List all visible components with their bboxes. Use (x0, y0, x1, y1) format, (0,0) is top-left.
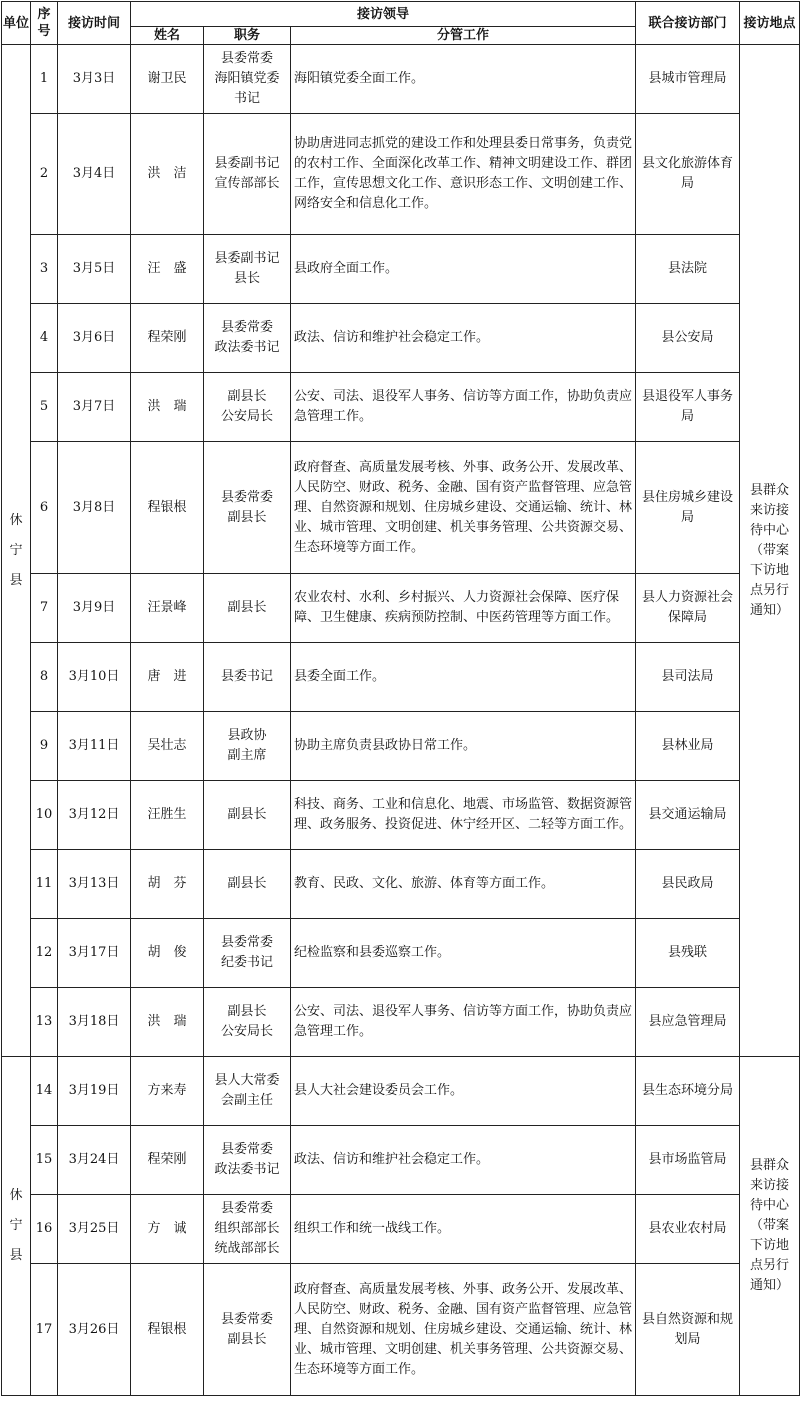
unit-label: 休 宁 县 (9, 512, 23, 588)
table-row (2, 442, 800, 574)
row-number: 16 (31, 1195, 58, 1264)
work-scope: 农业农村、水利、乡村振兴、人力资源社会保障、医疗保障、卫生健康、疾病预防控制、中医药管理等方面工作。 (291, 574, 636, 643)
table-row (2, 1057, 800, 1126)
joint-department: 县残联 (636, 919, 740, 988)
row-number: 4 (31, 304, 58, 373)
leader-duty (204, 919, 291, 988)
table-row (2, 373, 800, 442)
duty-line: 县委常委 (220, 1201, 273, 1216)
unit-label: 休 宁 县 (9, 1188, 23, 1263)
work-scope: 海阳镇党委全面工作。 (291, 45, 636, 114)
table-row (2, 1195, 800, 1264)
leader-name: 洪 瑞 (131, 988, 204, 1057)
duty-line: 县委常委 (220, 935, 273, 950)
header-unit: 单位 (2, 2, 31, 45)
duty-line: 县委常委 (220, 489, 273, 505)
work-scope: 协助唐进同志抓党的建设工作和处理县委日常事务，负责党的农村工作、全面深化改革工作、精神文明建设工作、群团工作，宣传思想文化工作、意识形态工作、文明创建工作、网络安全和信息化工作。 (291, 114, 636, 235)
joint-department: 县公安局 (636, 304, 740, 373)
joint-department: 县城市管理局 (636, 45, 740, 114)
joint-department: 县交通运输局 (636, 781, 740, 850)
visit-place: 县群众 来访接 待中心 （带案 下访地 点另行 通知） (750, 1158, 790, 1293)
table-row (2, 850, 800, 919)
leader-name: 方来寿 (131, 1057, 204, 1126)
work-scope: 纪检监察和县委巡察工作。 (291, 919, 636, 988)
duty-line: 政法委书记 (214, 1162, 280, 1177)
row-number: 17 (31, 1264, 58, 1396)
visit-date: 3月18日 (58, 988, 131, 1057)
visit-date: 3月17日 (58, 919, 131, 988)
leader-duty (204, 45, 291, 114)
duty-line: 统战部部长 (214, 1241, 280, 1256)
leader-name: 汪 盛 (131, 235, 204, 304)
header-work: 分管工作 (291, 27, 636, 45)
visit-place-cell (740, 45, 800, 1057)
visit-date: 3月7日 (58, 373, 131, 442)
joint-department: 县自然资源和规划局 (636, 1264, 740, 1396)
work-scope: 协助主席负责县政协日常工作。 (291, 712, 636, 781)
work-scope: 组织工作和统一战线工作。 (291, 1195, 636, 1264)
leader-duty (204, 574, 291, 643)
duty-line: 县政协 (227, 728, 267, 743)
duty-line: 纪委书记 (220, 955, 273, 970)
row-number: 13 (31, 988, 58, 1057)
work-scope: 公安、司法、退役军人事务、信访等方面工作，协助负责应急管理工作。 (291, 988, 636, 1057)
leader-duty (204, 1195, 291, 1264)
duty-line: 县委常委 (220, 51, 273, 66)
table-row (2, 919, 800, 988)
row-number: 2 (31, 114, 58, 235)
table-row (2, 781, 800, 850)
duty-line: 副县长 (227, 807, 267, 822)
visit-date: 3月13日 (58, 850, 131, 919)
leader-name: 汪景峰 (131, 574, 204, 643)
table-row (2, 114, 800, 235)
leader-duty (204, 442, 291, 574)
leader-duty (204, 712, 291, 781)
joint-department: 县住房城乡建设局 (636, 442, 740, 574)
row-number: 10 (31, 781, 58, 850)
row-number: 1 (31, 45, 58, 114)
header-dept: 联合接访部门 (636, 2, 740, 45)
leader-name: 程荣刚 (131, 304, 204, 373)
work-scope: 政法、信访和维护社会稳定工作。 (291, 1126, 636, 1195)
leader-name: 洪 洁 (131, 114, 204, 235)
row-number: 9 (31, 712, 58, 781)
leader-duty (204, 1126, 291, 1195)
header-duty: 职务 (204, 27, 291, 45)
visit-place-cell (740, 1057, 800, 1396)
leader-duty (204, 235, 291, 304)
duty-line: 副县长 (227, 1004, 267, 1019)
leader-duty (204, 304, 291, 373)
row-number: 15 (31, 1126, 58, 1195)
work-scope: 县政府全面工作。 (291, 235, 636, 304)
duty-line: 县委常委 (220, 1311, 273, 1327)
unit-cell (2, 45, 31, 1057)
schedule-body (2, 45, 800, 1396)
duty-line: 县委副书记 (214, 251, 280, 266)
row-number: 11 (31, 850, 58, 919)
work-scope: 政府督查、高质量发展考核、外事、政务公开、发展改革、人民防空、财政、税务、金融、国有资产监督管理、应急管理、自然资源和规划、住房城乡建设、交通运输、统计、林业、城市管理、文明创建、机关事务管理、公共资源交易、生态环境等方面工作。 (291, 1264, 636, 1396)
table-row (2, 574, 800, 643)
duty-line: 县委常委 (220, 320, 273, 335)
visit-date: 3月9日 (58, 574, 131, 643)
joint-department: 县应急管理局 (636, 988, 740, 1057)
work-scope: 政府督查、高质量发展考核、外事、政务公开、发展改革、人民防空、财政、税务、金融、国有资产监督管理、应急管理、自然资源和规划、住房城乡建设、交通运输、统计、林业、城市管理、文明创建、机关事务管理、公共资源交易、生态环境等方面工作。 (291, 442, 636, 574)
header-place: 接访地点 (740, 2, 800, 45)
visit-date: 3月5日 (58, 235, 131, 304)
row-number: 7 (31, 574, 58, 643)
joint-department: 县法院 (636, 235, 740, 304)
leader-name: 谢卫民 (131, 45, 204, 114)
duty-line: 政法委书记 (214, 340, 280, 355)
work-scope: 县委全面工作。 (291, 643, 636, 712)
duty-line: 县人大常委 (214, 1073, 280, 1088)
duty-line: 副县长 (227, 600, 267, 615)
leader-name: 汪胜生 (131, 781, 204, 850)
header-name: 姓名 (131, 27, 204, 45)
duty-line: 副县长 (227, 876, 267, 891)
header-leader: 接访领导 (131, 2, 636, 27)
row-number: 5 (31, 373, 58, 442)
visit-date: 3月24日 (58, 1126, 131, 1195)
work-scope: 政法、信访和维护社会稳定工作。 (291, 304, 636, 373)
leader-duty (204, 373, 291, 442)
leader-name: 唐 进 (131, 643, 204, 712)
leader-name: 程银根 (131, 1264, 204, 1396)
joint-department: 县林业局 (636, 712, 740, 781)
row-number: 14 (31, 1057, 58, 1126)
duty-line: 县委书记 (220, 669, 273, 684)
header-time: 接访时间 (58, 2, 131, 45)
joint-department: 县人力资源社会保障局 (636, 574, 740, 643)
duty-line: 县长 (233, 271, 260, 286)
duty-line: 县委常委 (220, 1142, 273, 1157)
leader-duty (204, 643, 291, 712)
table-row (2, 45, 800, 114)
table-row (2, 643, 800, 712)
table-row (2, 712, 800, 781)
duty-line: 副县长 (227, 389, 267, 404)
joint-department: 县市场监管局 (636, 1126, 740, 1195)
visit-date: 3月10日 (58, 643, 131, 712)
joint-department: 县文化旅游体育局 (636, 114, 740, 235)
leader-name: 胡 芬 (131, 850, 204, 919)
header-seq: 序号 (31, 2, 58, 45)
visit-date: 3月26日 (58, 1264, 131, 1396)
joint-department: 县生态环境分局 (636, 1057, 740, 1126)
unit-cell (2, 1057, 31, 1396)
leader-name: 洪 瑞 (131, 373, 204, 442)
table-row (2, 988, 800, 1057)
leader-duty (204, 781, 291, 850)
visit-date: 3月6日 (58, 304, 131, 373)
duty-line: 副县长 (227, 509, 267, 525)
duty-line: 副主席 (227, 748, 267, 763)
duty-line: 会副主任 (220, 1093, 273, 1108)
leader-name: 吴壮志 (131, 712, 204, 781)
visit-place: 县群众 来访接 待中心 （带案 下访地 点另行 通知） (750, 482, 790, 618)
visit-date: 3月4日 (58, 114, 131, 235)
duty-line: 书记 (233, 91, 260, 106)
duty-line: 海阳镇党委 (214, 71, 280, 86)
work-scope: 县人大社会建设委员会工作。 (291, 1057, 636, 1126)
leader-name: 程荣刚 (131, 1126, 204, 1195)
work-scope: 公安、司法、退役军人事务、信访等方面工作，协助负责应急管理工作。 (291, 373, 636, 442)
work-scope: 教育、民政、文化、旅游、体育等方面工作。 (291, 850, 636, 919)
row-number: 8 (31, 643, 58, 712)
joint-department: 县农业农村局 (636, 1195, 740, 1264)
schedule-table (1, 1, 800, 1396)
row-number: 12 (31, 919, 58, 988)
leader-duty (204, 988, 291, 1057)
visit-date: 3月19日 (58, 1057, 131, 1126)
row-number: 3 (31, 235, 58, 304)
table-row (2, 1264, 800, 1396)
duty-line: 公安局长 (220, 409, 273, 424)
table-row (2, 1126, 800, 1195)
leader-duty (204, 850, 291, 919)
duty-line: 公安局长 (220, 1024, 273, 1039)
leader-duty (204, 1264, 291, 1396)
table-row (2, 304, 800, 373)
work-scope: 科技、商务、工业和信息化、地震、市场监管、数据资源管理、政务服务、投资促进、休宁经开区、二轻等方面工作。 (291, 781, 636, 850)
visit-date: 3月8日 (58, 442, 131, 574)
joint-department: 县司法局 (636, 643, 740, 712)
joint-department: 县退役军人事务局 (636, 373, 740, 442)
visit-date: 3月3日 (58, 45, 131, 114)
table-row (2, 235, 800, 304)
visit-date: 3月12日 (58, 781, 131, 850)
leader-duty (204, 114, 291, 235)
duty-line: 副县长 (227, 1331, 267, 1347)
joint-department: 县民政局 (636, 850, 740, 919)
header-row-1 (2, 2, 800, 27)
leader-duty (204, 1057, 291, 1126)
leader-name: 程银根 (131, 442, 204, 574)
visit-date: 3月11日 (58, 712, 131, 781)
visit-date: 3月25日 (58, 1195, 131, 1264)
duty-line: 宣传部部长 (214, 176, 280, 191)
duty-line: 县委副书记 (214, 156, 280, 171)
row-number: 6 (31, 442, 58, 574)
leader-name: 胡 俊 (131, 919, 204, 988)
leader-name: 方 诚 (131, 1195, 204, 1264)
duty-line: 组织部部长 (214, 1221, 280, 1236)
